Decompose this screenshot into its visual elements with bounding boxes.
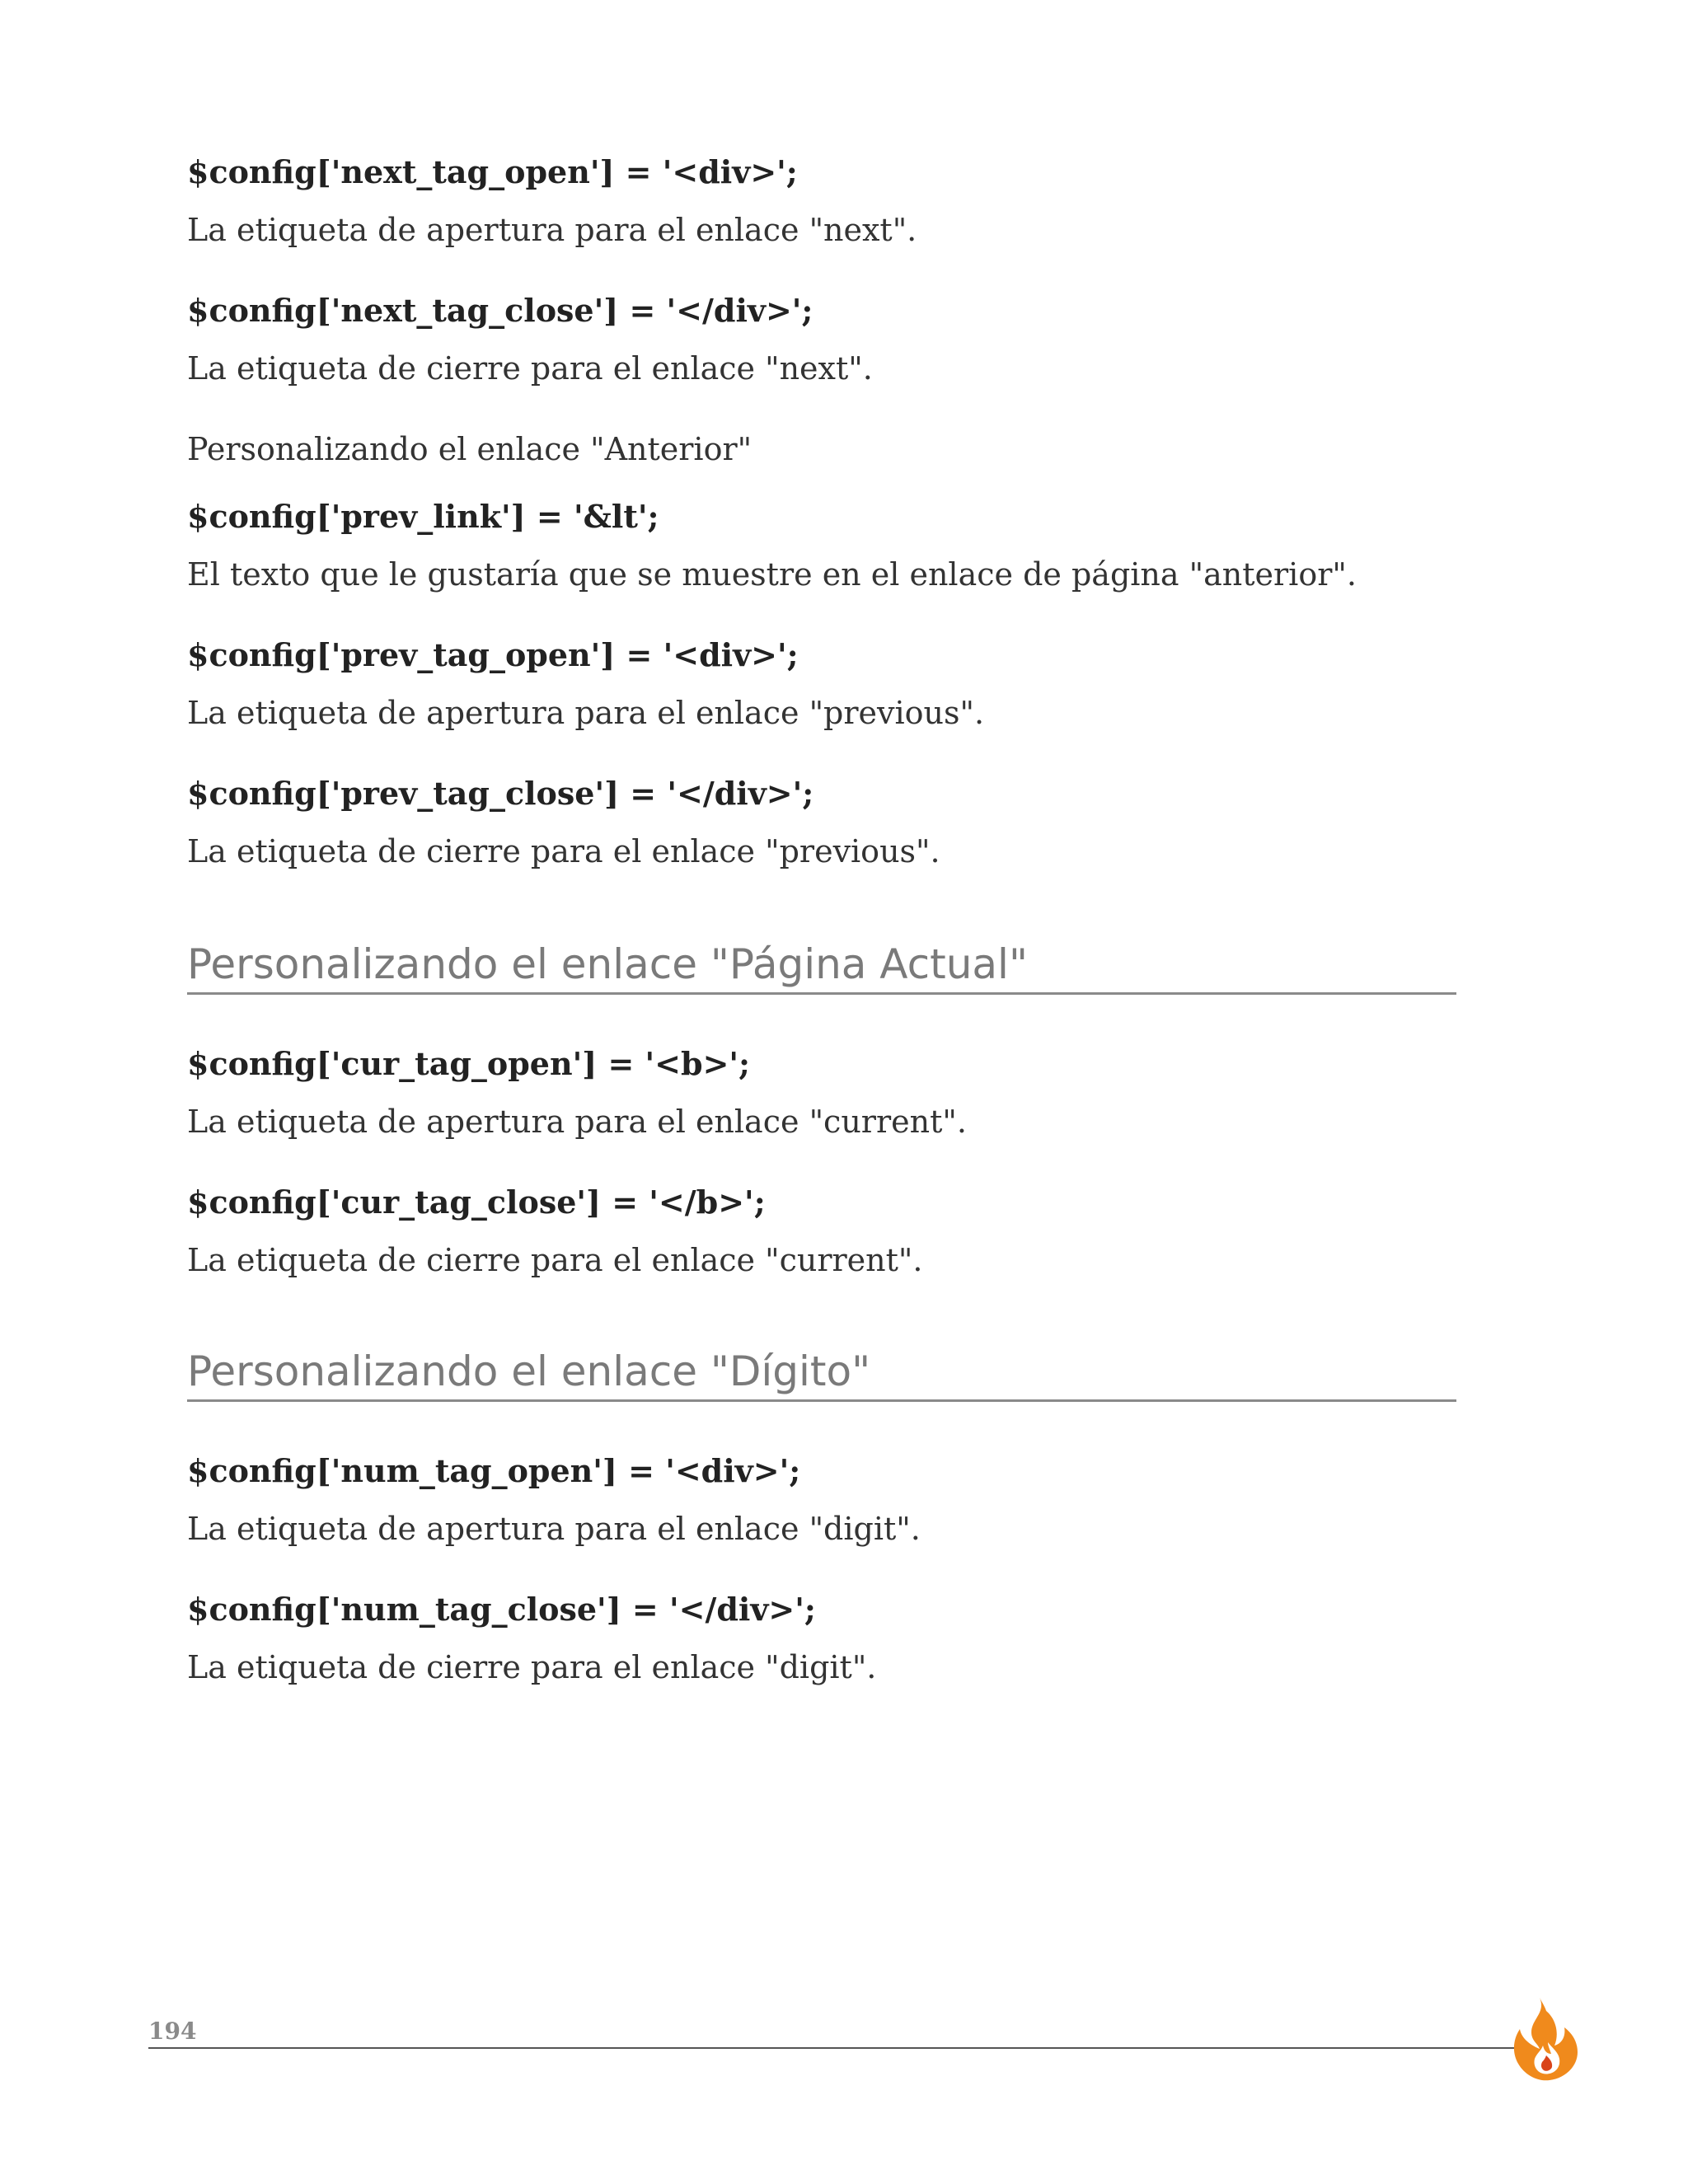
config-cur-tag-open: $config['cur_tag_open'] = '<b>'; bbox=[187, 1045, 751, 1082]
config-prev-link: $config['prev_link'] = '&lt'; bbox=[187, 498, 659, 535]
config-num-tag-close: $config['num_tag_close'] = '</div>'; bbox=[187, 1591, 816, 1628]
config-prev-tag-close: $config['prev_tag_close'] = '</div>'; bbox=[187, 775, 814, 812]
heading-digito: Personalizando el enlace "Dígito" bbox=[187, 1347, 1456, 1402]
desc-prev-tag-close: La etiqueta de cierre para el enlace "previous". bbox=[187, 833, 940, 869]
page-number: 194 bbox=[148, 2018, 197, 2045]
desc-num-tag-open: La etiqueta de apertura para el enlace "digit". bbox=[187, 1511, 921, 1547]
flame-logo-icon bbox=[1507, 1994, 1581, 2085]
desc-cur-tag-open: La etiqueta de apertura para el enlace "current". bbox=[187, 1104, 967, 1140]
desc-next-tag-close: La etiqueta de cierre para el enlace "next". bbox=[187, 350, 873, 387]
heading-pagina-actual: Personalizando el enlace "Página Actual" bbox=[187, 940, 1456, 995]
config-prev-tag-open: $config['prev_tag_open'] = '<div>'; bbox=[187, 636, 799, 673]
footer-divider bbox=[148, 2047, 1517, 2049]
subheading-anterior: Personalizando el enlace "Anterior" bbox=[187, 431, 753, 467]
config-num-tag-open: $config['num_tag_open'] = '<div>'; bbox=[187, 1452, 801, 1489]
config-next-tag-close: $config['next_tag_close'] = '</div>'; bbox=[187, 292, 814, 329]
desc-prev-tag-open: La etiqueta de apertura para el enlace "previous". bbox=[187, 695, 985, 731]
desc-prev-link: El texto que le gustaría que se muestre en el enlace de página "anterior". bbox=[187, 556, 1357, 593]
desc-next-tag-open: La etiqueta de apertura para el enlace "next". bbox=[187, 212, 917, 248]
config-cur-tag-close: $config['cur_tag_close'] = '</b>'; bbox=[187, 1183, 766, 1221]
desc-cur-tag-close: La etiqueta de cierre para el enlace "current". bbox=[187, 1242, 923, 1278]
config-next-tag-open: $config['next_tag_open'] = '<div>'; bbox=[187, 153, 798, 190]
desc-num-tag-close: La etiqueta de cierre para el enlace "digit". bbox=[187, 1649, 877, 1685]
